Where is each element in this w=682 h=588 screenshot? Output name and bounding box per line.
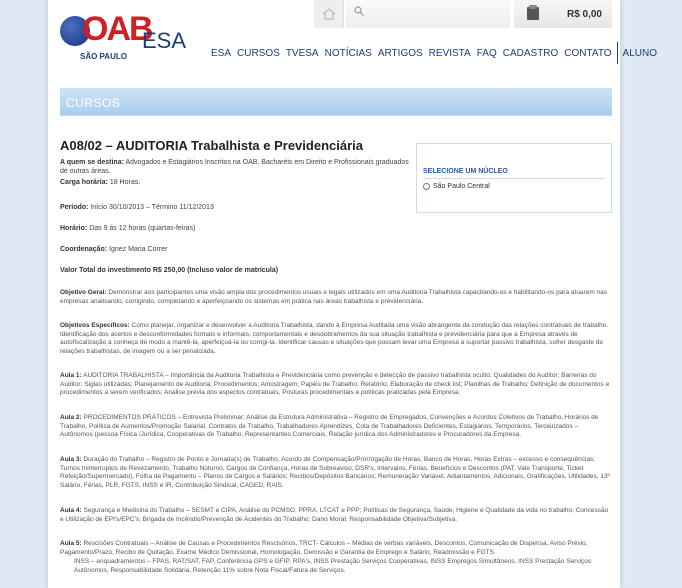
radio-button[interactable] xyxy=(423,183,430,190)
top-bar xyxy=(314,0,614,28)
section-banner xyxy=(60,88,612,116)
page xyxy=(48,0,657,588)
course-title: A08/02 – AUDITORIA Trabalhista e Previdenciária xyxy=(60,138,363,153)
nav-aluno[interactable]: ALUNO xyxy=(622,47,657,59)
nav-divider xyxy=(617,42,618,64)
search-icon[interactable] xyxy=(354,6,364,16)
nav-cursos[interactable]: CURSOS xyxy=(237,47,280,59)
course-target: A quem se destina: Advogados e Estagiários Inscritos na OAB, Bacharéis em Direito e Profissionais graduados de outras áreas. xyxy=(60,159,409,175)
course-period: Período: Início 30/10/2013 – Término 11/12/2013 xyxy=(60,204,214,211)
course-coordination: Coordenação: Ignez Maria Correr xyxy=(60,246,168,253)
cart-icon xyxy=(524,4,542,22)
aula-1: Aula 1: AUDITORIA TRABALHISTA – Importância da Auditoria Trabalhista e Previdenciária como prevenção e detecção de passivo trabalhista oculto; Qualidades do Auditor; Barreiras do Auditor; Siglas utilizadas; Planejamento de Auditoria; Procedimentos; Amostragem; Papéis de Trabalho; Relatório; Elaboração de check list; Planilhas de Trabalho; Definição de documentos e procedimentos a serem verificados; Análise prévia dos aspectos contratuais, Posturas procedimentais e políticas praticadas pela Empresa. xyxy=(60,372,610,397)
course-schedule: Horário: Das 9 às 12 horas (quartas-feiras) xyxy=(60,225,196,232)
main-nav xyxy=(208,44,660,62)
search-box xyxy=(346,0,510,28)
aula-2: Aula 2: PROCEDIMENTOS PRÁTICOS – Entrevista Preliminar; Análise da Estrutura Administrativa – Registro de Empregados, Convenções e Acordos Coletivos de Trabalho, Horários de Trabalho, Política de Aumentos/Promoção Salarial, Contratos de Trabalho, Trabalhadores Aprendizes, Cota de Trabalhadores Deficientes, Estagiários, Temporários, Terceirizados – Autônomos (pessoa Física /Jurídica, Cooperativas de Trabalho, Representantes Comerciais, Relação jurídica dos Administradores e Procuradores da Empresa. xyxy=(60,414,599,439)
logo-sp-text: SÃO PAULO xyxy=(80,52,127,61)
home-button[interactable] xyxy=(314,0,344,28)
nav-esa[interactable]: ESA xyxy=(211,47,232,59)
aula-3: Aula 3: Duração do Trabalho – Registro de Ponto e Jornada(s) de Trabalho, Acordo de Compensação/Prorrogação de Horas, Banco de Horas, Horas Extras – excesso e consequências; Turnos Ininterruptos de Revezamento, Trabalho Noturno, Cargos de Confiança, Horas de Sobreaviso, DSR's, Intervalos, Férias, Benefícios e Descontos (PAT, Vale Transporte, Ticket Refeição/Supermercado), Folha de Pagamento – Planos de Cargos e Salários; Recibos/Depósitos Bancários; Remuneração Variável, Adiantamentos, Adicionais, Gratificações, Utilidades, 13º Salário, Férias, PLR, FGTS, INSS e IR, Contribuição Sindical, CAGED, RAIS. xyxy=(60,456,610,489)
nav-noticias[interactable]: NOTÍCIAS xyxy=(324,47,372,59)
nucleo-option[interactable] xyxy=(423,183,605,190)
nucleo-selector-title: SELECIONE UM NÚCLEO xyxy=(423,168,605,179)
course-header xyxy=(60,138,410,275)
nav-revista[interactable]: REVISTA xyxy=(428,47,471,59)
nav-cadastro[interactable]: CADASTRO xyxy=(502,47,559,59)
logo-esa-text: ESA xyxy=(142,28,187,53)
nav-artigos[interactable]: ARTIGOS xyxy=(377,47,423,59)
oab-esa-logo[interactable] xyxy=(60,10,190,61)
home-icon xyxy=(322,8,336,20)
aula-4: Aula 4: Segurança e Medicina do Trabalho – SESMT e CIPA, Análise do PCMSO, PPRA, LTCAT e PPP; Políticas de Segurança, Saúde, Higiene e Qualidade da vida no trabalho; Concessão e Utilização de EPI's/EPC's; Brigada de Incêndio/Prevenção de Acidentes do Trabalho; Dano Moral; Responsabilidade Objetiva/Subjetiva. xyxy=(60,507,609,523)
section-title: CURSOS xyxy=(66,96,121,110)
course-price: Valor Total do investimento R$ 250,00 (Incluso valor de matrícula) xyxy=(60,267,279,274)
nucleo-selector xyxy=(416,143,612,213)
general-objective: Objetivo Geral: Demonstrar aos participantes uma visão ampla dos procedimentos usuais e legais utilizados em uma Auditoria Trabalhista capacitando-os e habilitando-os para atuarem nas empresas analisando, corrigindo, completando e aperfeiçoando os sistemas em prática nas áreas trabalhista e previdenciária. xyxy=(60,289,608,305)
logo-oab-text: OAB xyxy=(82,10,152,48)
aula-5-inss: INSS – enquadramentos – FPAS, RAT/SAT, FAP, Conferência GPS e GFIP, RPA's, INSS Prestação Serviços Cooperativas, INSS Empregos Simultâneos, INSS Prestação Serviços Autônomos, Responsabilidade Solidária, Retenção 11% sobre Nota Fiscal/Fatura de Serviços. xyxy=(74,558,592,574)
specific-objectives: Objetivos Específicos: Como planejar, organizar e desenvolver a Auditoria Trabalhista, dando à Empresa Auditada uma visão abrangente da condução das relações contratuais de trabalho. Identificação dos acertos e desconformidades formais e informais, comportamentais e desdobramentos da sua situação trabalhista e previdenciária para que a Empresa através de autofiscalização a conheça de modo a mantê-la, aperfeiçoá-la ou corrigi-la. Identificar causas e situações que possam levar uma Empresa a suportar passivo trabalhista, sofrer desgaste de relações trabalhistas, de imagem ou a ser penalizada. xyxy=(60,322,609,355)
nav-contato[interactable]: CONTATO xyxy=(564,47,612,59)
search-input[interactable] xyxy=(368,5,504,21)
cart-total: R$ 0,00 xyxy=(566,8,602,20)
nucleo-option-label: São Paulo Central xyxy=(433,183,490,190)
nav-tvesa[interactable]: TVESA xyxy=(285,47,319,59)
course-hours: Carga horária: 18 Horas. xyxy=(60,179,141,186)
nav-faq[interactable]: FAQ xyxy=(476,47,497,59)
cart-button[interactable] xyxy=(514,0,612,28)
aula-5: Aula 5: Rescisões Contratuais – Análise de Causas e Procedimentos Rescisórios, TRCT- Cálculos – Médias de verbas variáveis, Descontos, Comunicação de Dispensa, Aviso Prévio, Pagamento/Prazo, Recibo de Quitação, Exame Médico Demissional, Homologação, Demissão e Garantia de Emprego e Salário, Readmissão e FGTS. INSS – enquadramentos – FPAS, RAT/SAT, FAP, Conferência GPS e GFIP, RPA's, INSS Prestação Serviços Cooperativas, INSS Empregos Simultâneos, INSS Prestação Serviços Autônomos, Responsabilidade Solidária, Retenção 11% sobre Nota Fiscal/Fatura de Serviços. xyxy=(60,540,612,575)
